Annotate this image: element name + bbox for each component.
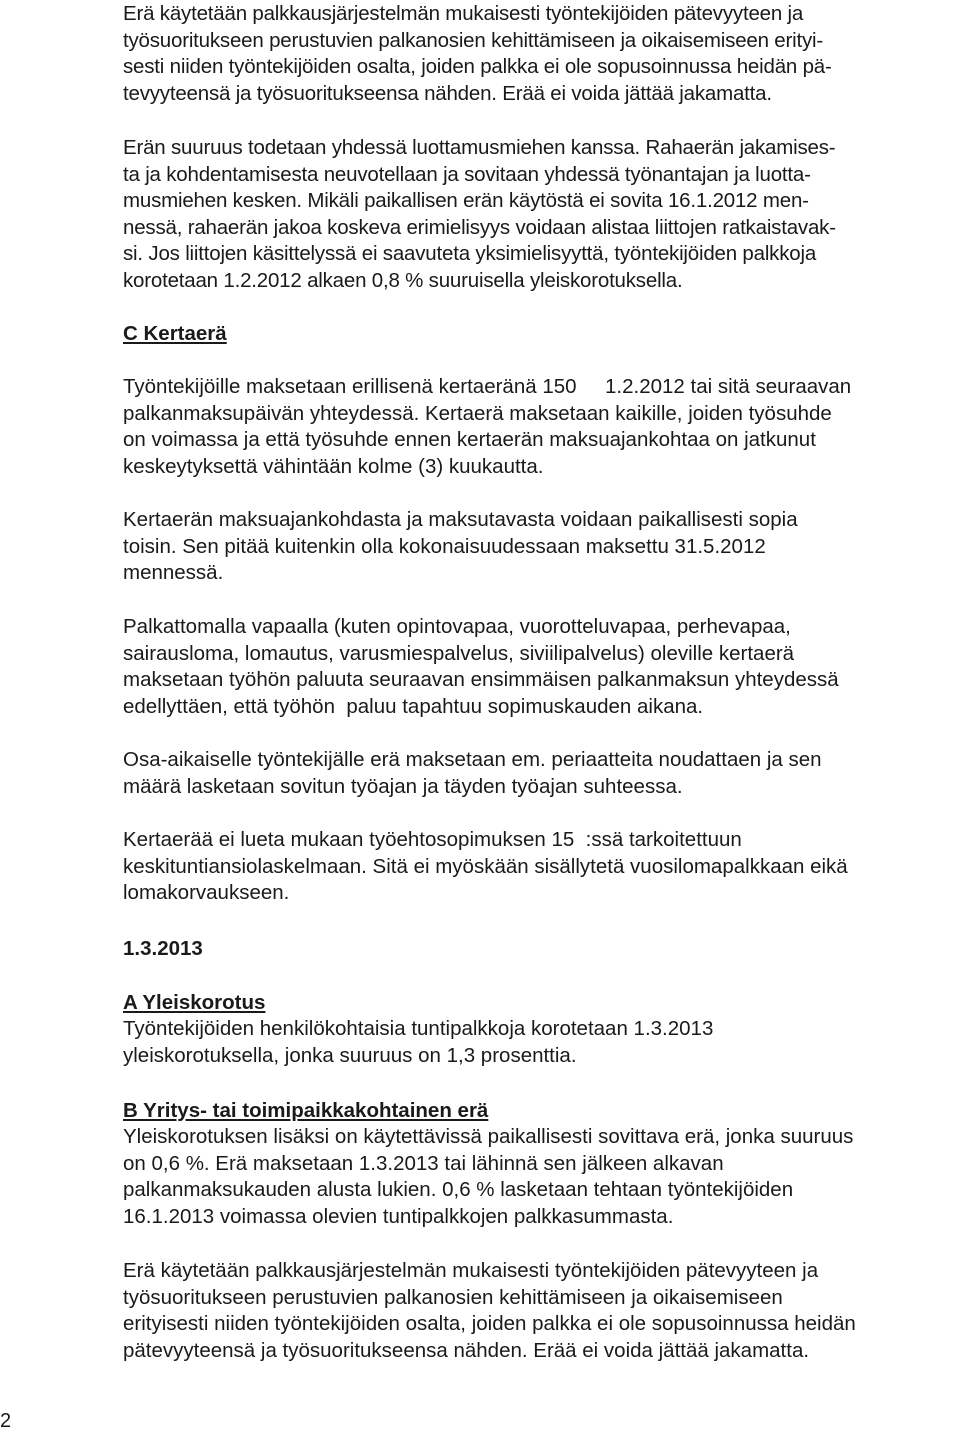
- paragraph-10: [123, 1258, 856, 1364]
- text-line: Työntekijöille maksetaan erillisenä kertaeränä 150 1.2.2012 tai sitä seuraavan: [123, 375, 852, 398]
- text-line: palkanmaksupäivän yhteydessä. Kertaerä maksetaan kaikille, joiden työsuhde: [123, 401, 832, 425]
- text-line: on 0,6 %. Erä maksetaan 1.3.2013 tai lähinnä sen jälkeen alkavan: [123, 1151, 724, 1175]
- text-line: Osa-aikaiselle työntekijälle erä maksetaan em. periaatteita noudattaen ja sen: [123, 748, 822, 771]
- text-line: Palkattomalla vapaalla (kuten opintovapaa, vuorotteluvapaa, perhevapaa,: [123, 615, 791, 638]
- text-line: Kertaerää ei lueta mukaan työehtosopimuksen 15 :ssä tarkoitettuun: [123, 828, 742, 851]
- section-heading-a: A Yleiskorotus: [123, 991, 266, 1014]
- text-line: Kertaerän maksuajankohdasta ja maksutavasta voidaan paikallisesti sopia: [123, 508, 798, 531]
- paragraph-7: [123, 827, 848, 907]
- text-line: toisin. Sen pitää kuitenkin olla kokonaisuudessaan maksettu 31.5.2012: [123, 534, 766, 558]
- section-heading-b: B Yritys- tai toimipaikkakohtainen erä: [123, 1099, 489, 1122]
- text-line: sairausloma, lomautus, varusmiespalvelus, siviilipalvelus) oleville kertaerä: [123, 641, 795, 665]
- text-line: Työntekijöiden henkilökohtaisia tuntipalkkoja korotetaan 1.3.2013: [123, 1017, 714, 1040]
- text-line: mennessä.: [123, 561, 224, 585]
- text-line: Yleiskorotuksen lisäksi on käytettävissä paikallisesti sovittava erä, jonka suuruus: [123, 1125, 854, 1148]
- page-number: 2: [0, 1410, 12, 1432]
- text-line: on voimassa ja että työsuhde ennen kertaerän maksuajankohtaa on jatkunut: [123, 428, 816, 452]
- paragraph-1: [123, 1, 832, 107]
- text-line: erityisesti niiden työntekijöiden osalta, joiden palkka ei ole sopusoinnussa heidän: [123, 1312, 856, 1336]
- text-line: si. Jos liittojen käsittelyssä ei saavuteta yksimielisyyttä, työntekijöiden palkkoja: [123, 242, 817, 266]
- text-line: 16.1.2013 voimassa olevien tuntipalkkojen palkkasummasta.: [123, 1204, 674, 1228]
- text-line: tevyyteensä ja työsuoritukseensa nähden. Erää ei voida jättää jakamatta.: [123, 81, 772, 105]
- text-line: keskituntiansiolaskelmaan. Sitä ei myöskään sisällytetä vuosilomapalkkaan eikä: [123, 854, 848, 878]
- paragraph-4: [123, 507, 798, 587]
- paragraph-6: [123, 747, 822, 800]
- paragraph-8: [123, 1016, 713, 1069]
- text-line: nessä, rahaerän jakoa koskeva erimielisyys voidaan alistaa liittojen ratkaistavak-: [123, 215, 836, 239]
- text-line: Erän suuruus todetaan yhdessä luottamusmiehen kanssa. Rahaerän jakamises-: [123, 136, 836, 159]
- text-line: musmiehen kesken. Mikäli paikallisen erän käytöstä ei sovita 16.1.2012 men-: [123, 189, 809, 213]
- text-line: Erä käytetään palkkausjärjestelmän mukaisesti työntekijöiden pätevyyteen ja: [123, 2, 804, 25]
- paragraph-2: [123, 135, 836, 295]
- text-line: määrä lasketaan sovitun työajan ja täyden työajan suhteessa.: [123, 774, 683, 798]
- text-line: keskeytyksettä vähintään kolme (3) kuukautta.: [123, 454, 544, 478]
- text-line: korotetaan 1.2.2012 alkaen 0,8 % suuruisella yleiskorotuksella.: [123, 268, 683, 292]
- text-line: yleiskorotuksella, jonka suuruus on 1,3 prosenttia.: [123, 1043, 577, 1067]
- paragraph-5: [123, 614, 839, 720]
- text-line: pätevyyteensä ja työsuoritukseensa nähden. Erää ei voida jättää jakamatta.: [123, 1338, 810, 1362]
- text-line: työsuoritukseen perustuvien palkanosien kehittämiseen ja oikaisemiseen erityi-: [123, 28, 823, 52]
- text-line: lomakorvaukseen.: [123, 881, 290, 905]
- text-line: työsuoritukseen perustuvien palkanosien kehittämiseen ja oikaisemiseen: [123, 1285, 783, 1309]
- text-line: sesti niiden työntekijöiden osalta, joiden palkka ei ole sopusoinnussa heidän pä-: [123, 55, 832, 79]
- text-line: edellyttäen, että työhön paluu tapahtuu sopimuskauden aikana.: [123, 694, 704, 718]
- paragraph-9: [123, 1124, 853, 1230]
- date-heading: 1.3.2013: [123, 937, 203, 960]
- text-line: palkanmaksukauden alusta lukien. 0,6 % lasketaan tehtaan työntekijöiden: [123, 1178, 794, 1202]
- section-heading-c: C Kertaerä: [123, 322, 227, 345]
- text-line: maksetaan työhön paluuta seuraavan ensimmäisen palkanmaksun yhteydessä: [123, 668, 839, 692]
- paragraph-3: [123, 374, 851, 480]
- text-line: Erä käytetään palkkausjärjestelmän mukaisesti työntekijöiden pätevyyteen ja: [123, 1259, 819, 1282]
- text-line: ta ja kohdentamisesta neuvotellaan ja sovitaan yhdessä työnantajan ja luotta-: [123, 162, 811, 186]
